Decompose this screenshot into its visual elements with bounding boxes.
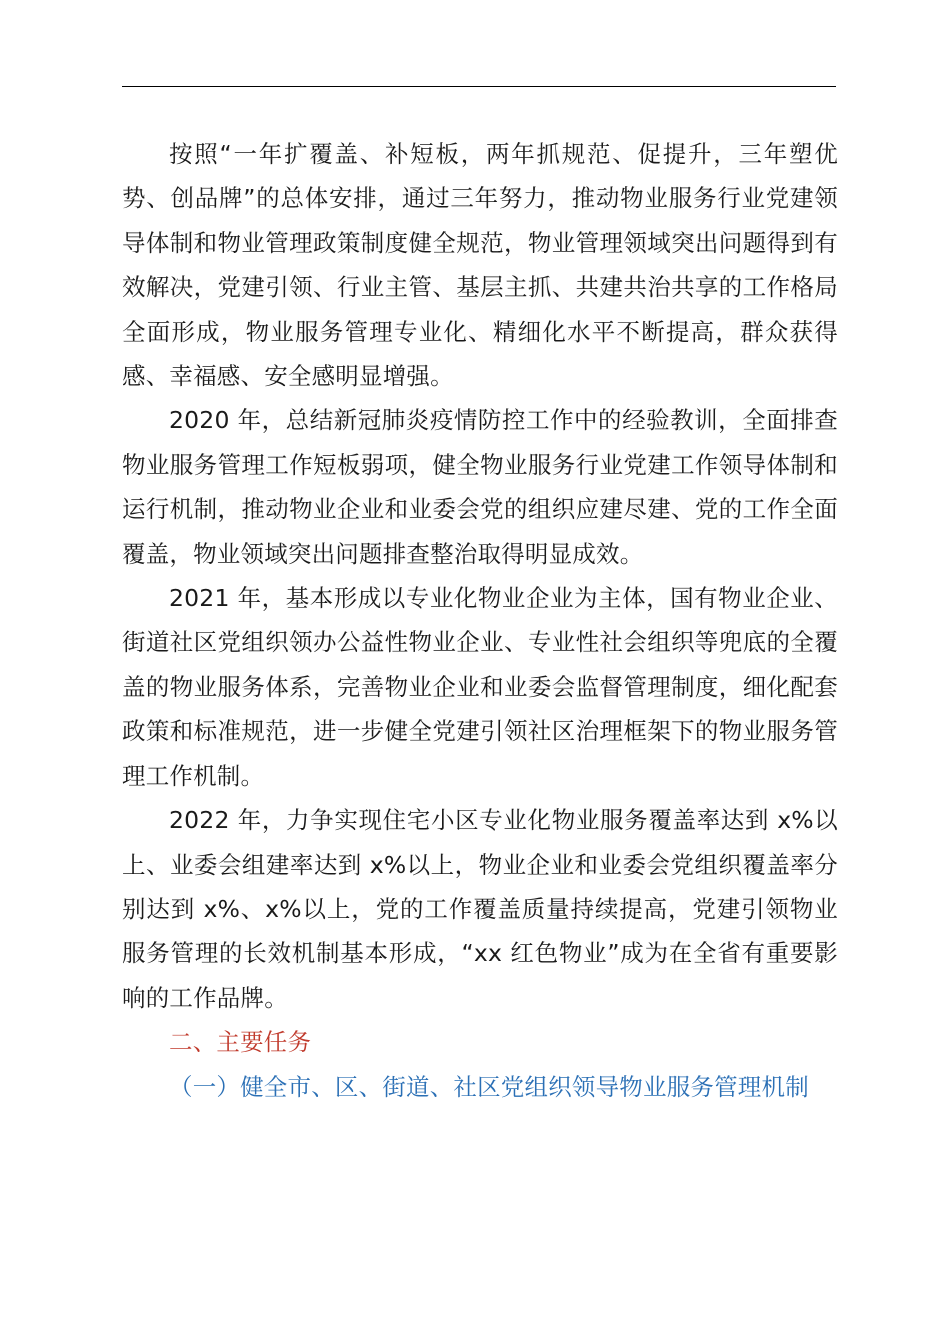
subsection-heading-1: （一）健全市、区、街道、社区党组织领导物业服务管理机制 [169,1072,809,1101]
paragraph-2020: 2020 年，总结新冠肺炎疫情防控工作中的经验教训，全面排查物业服务管理工作短板弱项，健全物业服务行业党建工作领导体制和运行机制，推动物业企业和业委会党的组织应建尽建、党的工作全面覆盖，物业领域突出问题排查整治取得明显成效。 [122,406,838,568]
paragraph-overall-plan: 按照“一年扩覆盖、补短板，两年抓规范、促提升，三年塑优势、创品牌”的总体安排，通过三年努力，推动物业服务行业党建领导体制和物业管理政策制度健全规范，物业管理领域突出问题得到有效解决，党建引领、行业主管、基层主抓、共建共治共享的工作格局全面形成，物业服务管理专业化、精细化水平不断提高，群众获得感、幸福感、安全感明显增强。 [122,140,838,391]
header-rule [122,86,836,87]
section-heading-main-tasks: 二、主要任务 [169,1028,312,1057]
document-body [122,132,838,1109]
paragraph-2022: 2022 年，力争实现住宅小区专业化物业服务覆盖率达到 x%以上、业委会组建率达到 x%以上，物业企业和业委会党组织覆盖率分别达到 x%、x%以上，党的工作覆盖质量持续提高，党建引领物业服务管理的长效机制基本形成，“xx 红色物业”成为在全省有重要影响的工作品牌。 [122,806,838,1012]
paragraph-2021: 2021 年，基本形成以专业化物业企业为主体，国有物业企业、街道社区党组织领办公益性物业企业、专业性社会组织等兜底的全覆盖的物业服务体系，完善物业企业和业委会监督管理制度，细化配套政策和标准规范，进一步健全党建引领社区治理框架下的物业服务管理工作机制。 [122,584,838,790]
